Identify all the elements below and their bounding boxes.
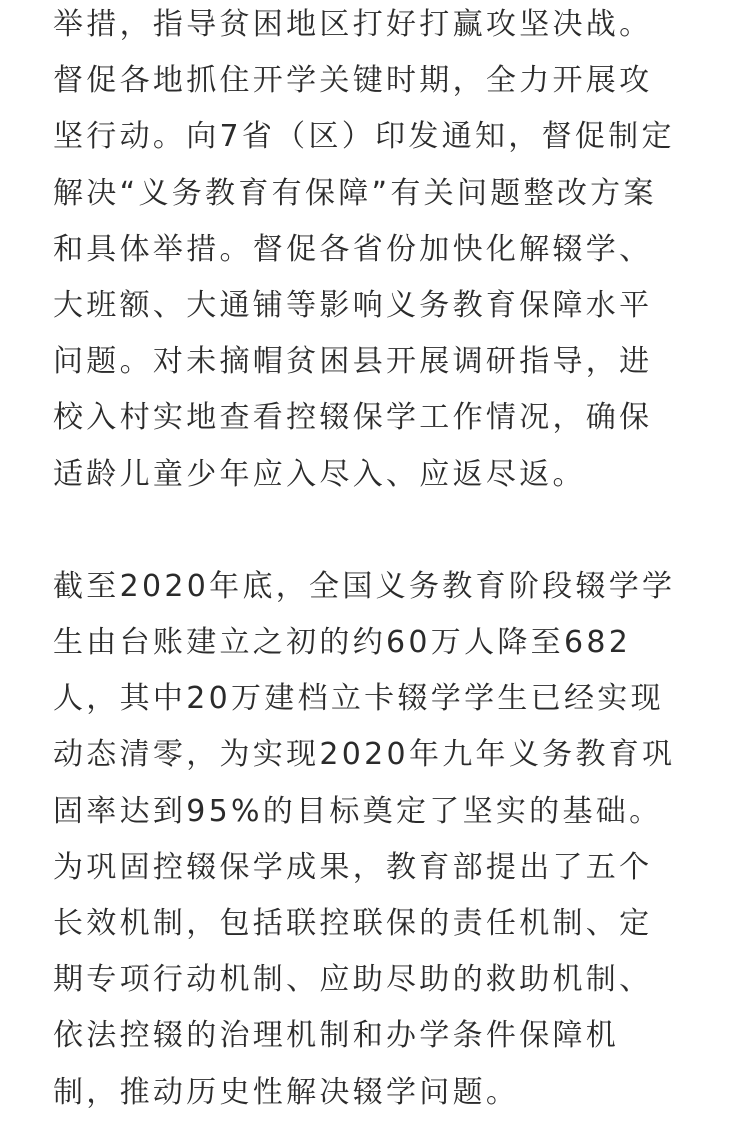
paragraph-2: [53, 559, 713, 1121]
text-line: 动态清零，为实现2020年九年义务教育巩: [53, 737, 676, 773]
text-line: 和具体举措。督促各省份加快化解辍学、: [53, 231, 653, 267]
text-line: 解决“义务教育有保障”有关问题整改方案: [53, 175, 657, 211]
text-line: 长效机制，包括联控联保的责任机制、定: [53, 906, 653, 941]
text-line: 依法控辍的治理机制和办学条件保障机: [53, 1018, 620, 1054]
text-line: 适龄儿童少年应入尽入、应返尽返。: [53, 456, 586, 492]
text-line: 督促各地抓住开学关键时期，全力开展攻: [53, 63, 653, 99]
text-line: 问题。对未摘帽贫困县开展调研指导，进: [53, 344, 653, 380]
text-line: 坚行动。向7省（区）印发通知，督促制定: [53, 119, 675, 155]
text-line: 大班额、大通铺等影响义务教育保障水平: [53, 287, 653, 323]
paragraph-spacer: [53, 503, 713, 559]
text-line: 制，推动历史性解决辍学问题。: [53, 1074, 520, 1110]
text-line: 校入村实地查看控辍保学工作情况，确保: [53, 400, 653, 436]
text-line: 举措，指导贫困地区打好打赢攻坚决战。: [53, 7, 653, 42]
article-body: [53, 0, 713, 1121]
paragraph-1: [53, 0, 713, 503]
text-line: 为巩固控辍保学成果，教育部提出了五个: [53, 849, 653, 885]
text-line: 截至2020年底，全国义务教育阶段辍学学: [53, 568, 676, 604]
text-line: 人，其中20万建档立卡辍学学生已经实现: [53, 681, 664, 717]
text-line: 固率达到95%的目标奠定了坚实的基础。: [53, 793, 663, 829]
text-line: 生由台账建立之初的约60万人降至682: [53, 625, 632, 661]
text-line: 期专项行动机制、应助尽助的救助机制、: [53, 962, 653, 998]
